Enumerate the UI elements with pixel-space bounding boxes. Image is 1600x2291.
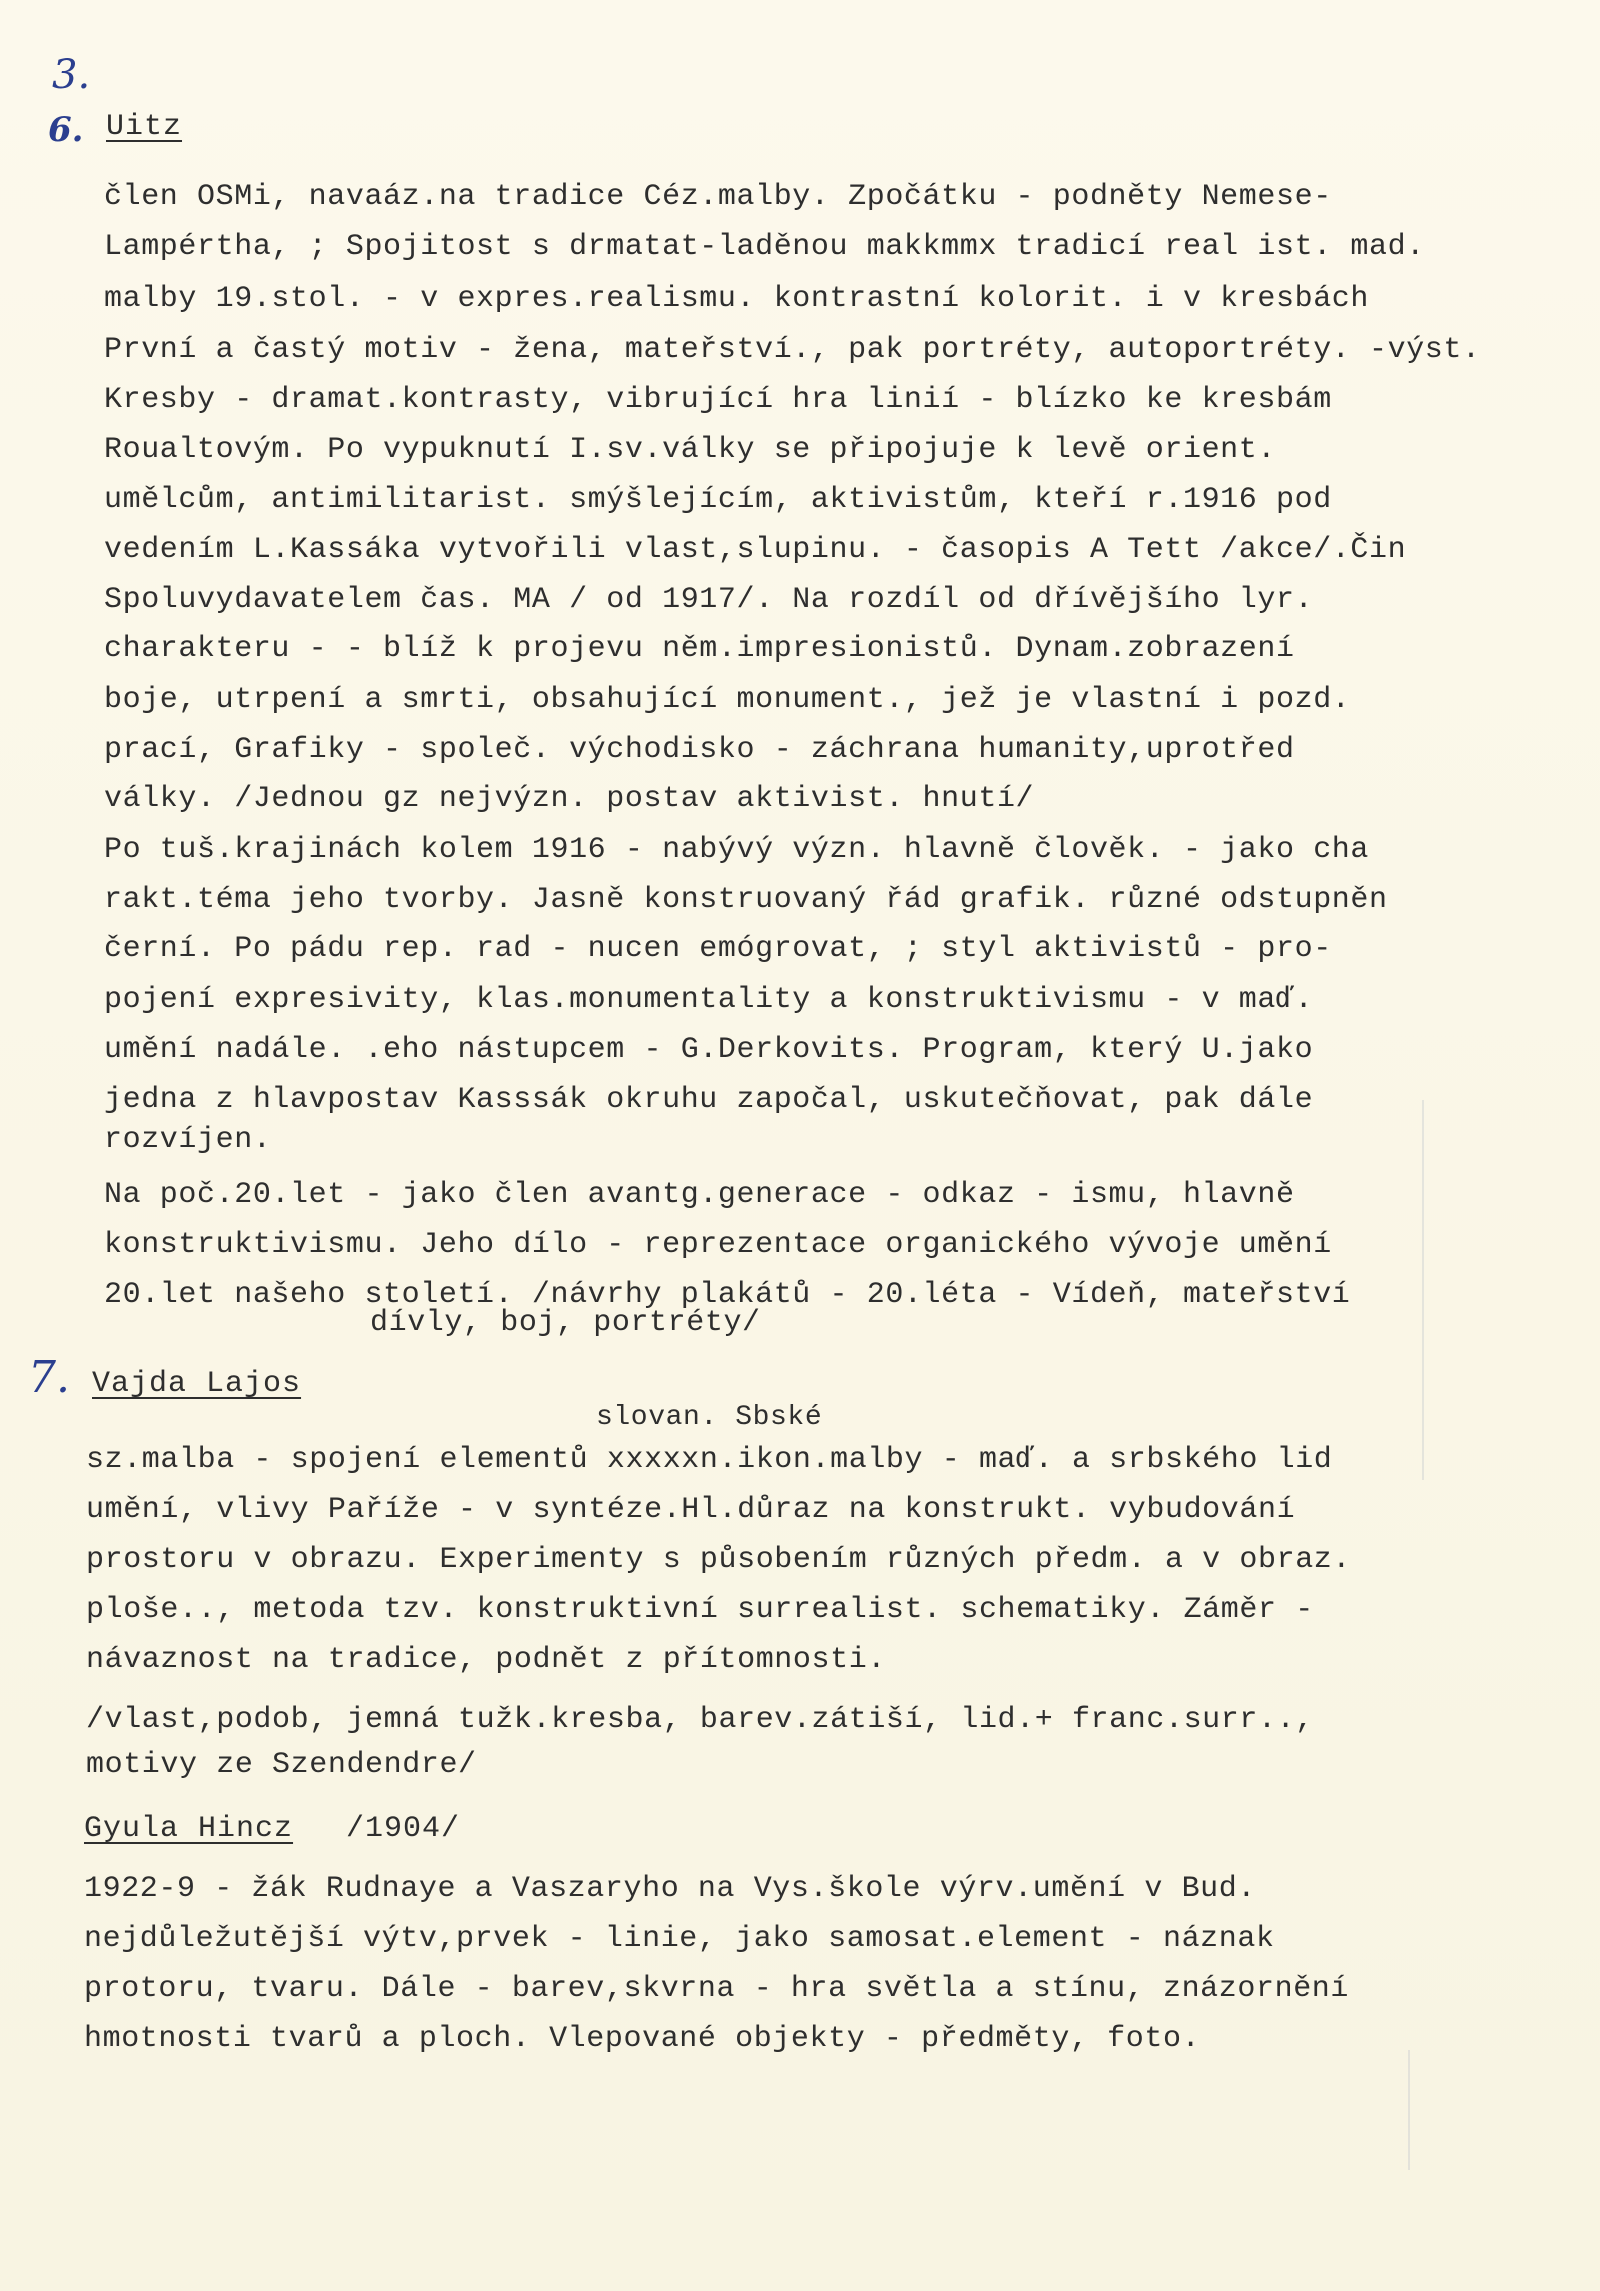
text-line: prací, Grafiky - společ. východisko - záchrana humanity,uprotřed <box>104 733 1295 767</box>
section-year-hincz: /1904/ <box>346 1812 461 1846</box>
text-line: malby 19.stol. - v expres.realismu. kontrastní kolorit. i v kresbách <box>104 282 1369 316</box>
text-line: protoru, tvaru. Dále - barev,skvrna - hra světla a stínu, znázornění <box>84 1972 1349 2006</box>
text-line: hmotnosti tvarů a ploch. Vlepované objekty - předměty, foto. <box>84 2022 1201 2056</box>
text-line: ploše.., metoda tzv. konstruktivní surrealist. schematiky. Záměr - <box>86 1593 1314 1627</box>
text-line: charakteru - - blíž k projevu něm.impresionistů. Dynam.zobrazení <box>104 632 1295 666</box>
text-line: umělcům, antimilitarist. smýšlejícím, aktivistům, kteří r.1916 pod <box>104 483 1332 517</box>
text-line: černí. Po pádu rep. rad - nucen emógrovat, ; styl aktivistů - pro- <box>104 932 1332 966</box>
text-line: návaznost na tradice, podnět z přítomnosti. <box>86 1643 886 1677</box>
text-line: války. /Jednou gz nejvýzn. postav aktivist. hnutí/ <box>104 782 1035 816</box>
bleed-through-mark <box>1422 1100 1424 1480</box>
text-line: motivy ze Szendendre/ <box>86 1748 477 1782</box>
text-line: rozvíjen. <box>104 1123 272 1157</box>
text-line: člen OSMi, navaáz.na tradice Céz.malby. Zpočátku - podněty Nemese- <box>104 180 1332 214</box>
text-line: 1922-9 - žák Rudnaye a Vaszaryho na Vys.škole výrv.umění v Bud. <box>84 1872 1256 1906</box>
text-line: rakt.téma jeho tvorby. Jasně konstruovaný řád grafik. různé odstupněn <box>104 883 1388 917</box>
text-line: umění nadále. .eho nástupcem - G.Derkovits. Program, který U.jako <box>104 1033 1314 1067</box>
bleed-through-mark <box>1408 2050 1410 2170</box>
section-heading-hincz: Gyula Hincz <box>84 1812 294 1846</box>
text-line: boje, utrpení a smrti, obsahující monument., jež je vlastní i pozd. <box>104 683 1351 717</box>
text-line: První a častý motiv - žena, mateřství., pak portréty, autoportréty. -výst. <box>104 333 1481 367</box>
text-line: sz.malba - spojení elementů xxxxxn.ikon.malby - maď. a srbského lid <box>86 1443 1333 1477</box>
text-line: jedna z hlavpostav Kasssák okruhu započal, uskutečňovat, pak dále <box>104 1083 1314 1117</box>
text-line: Spoluvydavatelem čas. MA / od 1917/. Na rozdíl od dřívějšího lyr. <box>104 583 1314 617</box>
text-line: umění, vlivy Paříže - v syntéze.Hl.důraz na konstrukt. vybudování <box>86 1493 1296 1527</box>
insertion-note: slovan. Sbské <box>596 1402 823 1433</box>
page-number: 3. <box>52 52 91 98</box>
text-line: Roualtovým. Po vypuknutí I.sv.války se připojuje k levě orient. <box>104 433 1276 467</box>
text-line: 20.let našeho století. /návrhy plakátů - 20.léta - Vídeň, mateřství <box>104 1278 1351 1312</box>
text-line: dívly, boj, portréty/ <box>370 1306 761 1340</box>
text-line: Na poč.20.let - jako člen avantg.generace - odkaz - ismu, hlavně <box>104 1178 1295 1212</box>
text-line: Po tuš.krajinách kolem 1916 - nabývý význ. hlavně člověk. - jako cha <box>104 833 1369 867</box>
section-number-uitz: 6. <box>48 110 84 150</box>
text-line: Kresby - dramat.kontrasty, vibrující hra linií - blízko ke kresbám <box>104 383 1332 417</box>
text-line: vedením L.Kassáka vytvořili vlast,slupinu. - časopis A Tett /akce/.Čin <box>104 533 1407 567</box>
section-number-vajda: 7. <box>28 1352 70 1403</box>
text-line: /vlast,podob, jemná tužk.kresba, barev.zátiší, lid.+ franc.surr.., <box>86 1703 1314 1737</box>
text-line: Lampértha, ; Spojitost s drmatat-laděnou makkmmx tradicí real ist. mad. <box>104 230 1425 264</box>
section-heading-uitz: Uitz <box>106 110 183 144</box>
text-line: pojení expresivity, klas.monumentality a konstruktivismu - v maď. <box>104 983 1314 1017</box>
text-line: konstruktivismu. Jeho dílo - reprezentace organického vývoje umění <box>104 1228 1332 1262</box>
text-line: nejdůležutější výtv,prvek - linie, jako samosat.element - náznak <box>84 1922 1275 1956</box>
text-line: prostoru v obrazu. Experimenty s působením různých předm. a v obraz. <box>86 1543 1351 1577</box>
section-heading-vajda: Vajda Lajos <box>92 1367 302 1401</box>
